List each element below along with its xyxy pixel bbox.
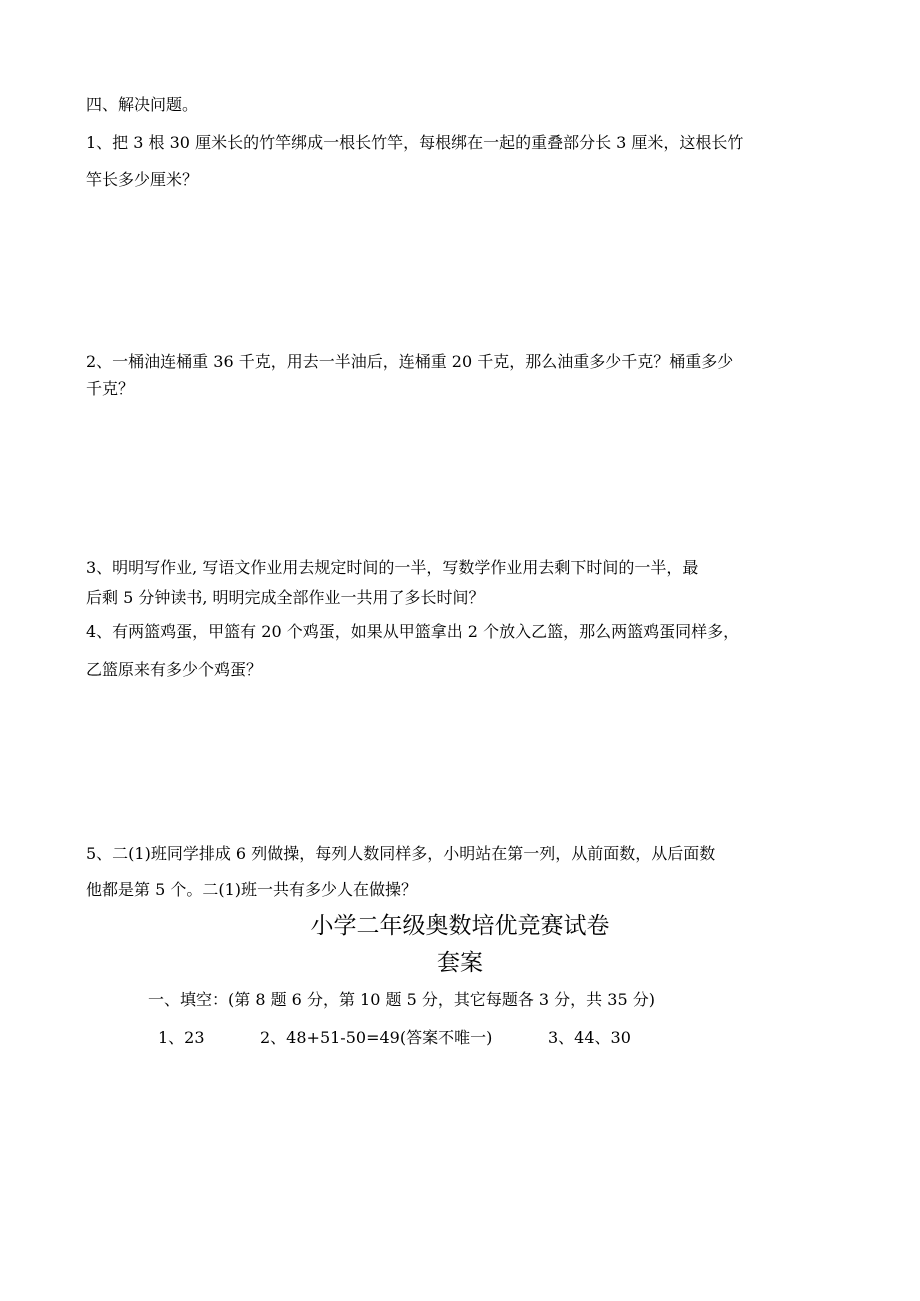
answer-sheet-subtitle: 套案 xyxy=(437,950,483,976)
question-5-line-1: 5、二(1)班同学排成 6 列做操，每列人数同样多，小明站在第一列，从前面数，从后面数 xyxy=(86,844,716,863)
question-2-line-2: 千克？ xyxy=(86,379,135,398)
answer-section-heading: 一、填空：(第 8 题 6 分，第 10 题 5 分，其它每题各 3 分，共 35 分) xyxy=(148,990,655,1009)
answer-3: 3、44、30 xyxy=(548,1028,631,1047)
question-1-line-2: 竿长多少厘米？ xyxy=(86,170,199,189)
answer-sheet-title: 小学二年级奥数培优竞赛试卷 xyxy=(310,913,610,939)
question-5-line-2: 他都是第 5 个。二(1)班一共有多少人在做操？ xyxy=(86,880,418,899)
answer-1: 1、23 xyxy=(158,1028,205,1047)
question-4-line-1: 4、有两篮鸡蛋，甲篮有 20 个鸡蛋，如果从甲篮拿出 2 个放入乙篮，那么两篮鸡蛋同样多， xyxy=(86,622,740,641)
section-heading: 四、解决问题。 xyxy=(86,95,199,114)
question-1-line-1: 1、把 3 根 30 厘米长的竹竿绑成一根长竹竿，每根绑在一起的重叠部分长 3 厘米，这根长竹 xyxy=(86,133,744,152)
question-2-line-1: 2、一桶油连桶重 36 千克，用去一半油后，连桶重 20 千克，那么油重多少千克？桶重多少 xyxy=(86,352,734,371)
question-3-line-2: 后剩 5 分钟读书, 明明完成全部作业一共用了多长时间？ xyxy=(86,588,485,607)
answer-2: 2、48+51-50=49(答案不唯一) xyxy=(260,1028,493,1047)
question-3-line-1: 3、明明写作业, 写语文作业用去规定时间的一半，写数学作业用去剩下时间的一半，最 xyxy=(86,558,699,577)
question-4-line-2: 乙篮原来有多少个鸡蛋？ xyxy=(86,660,263,679)
